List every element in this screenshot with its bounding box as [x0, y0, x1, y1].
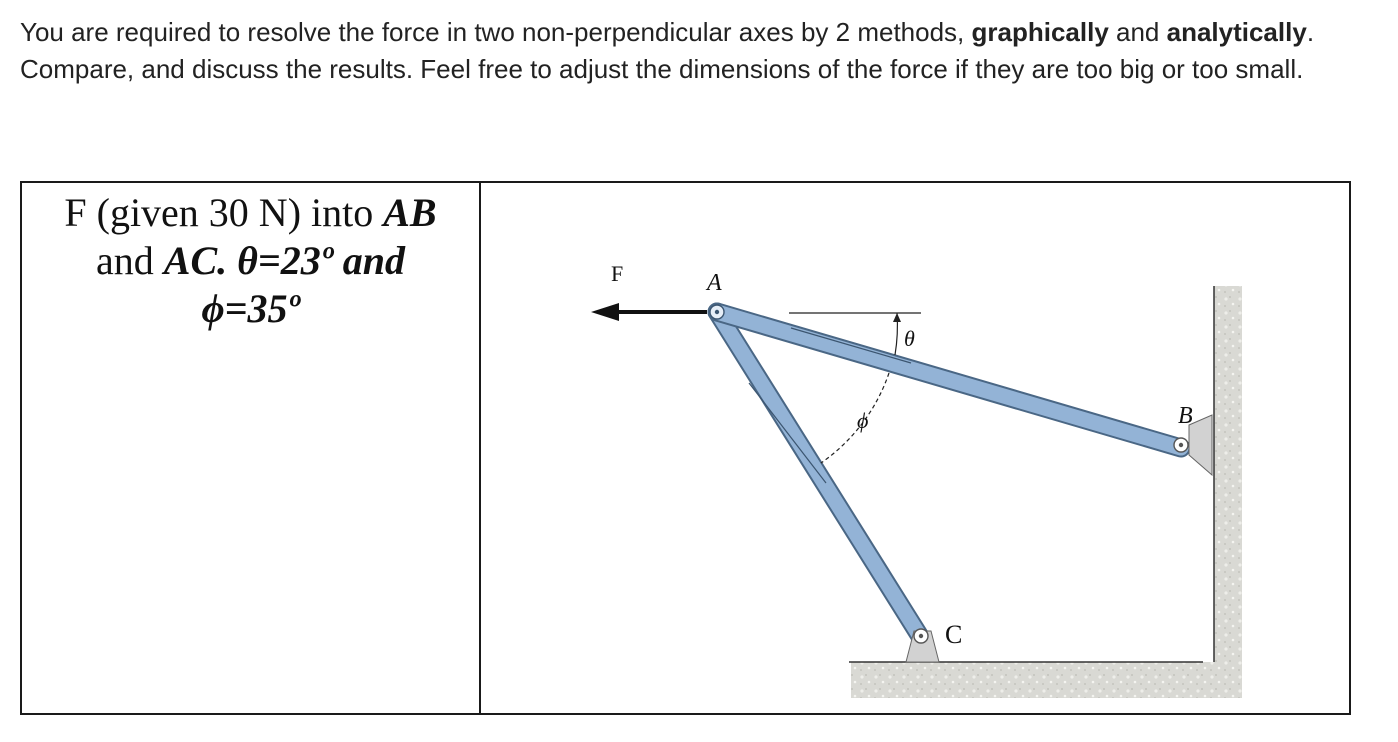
truss-figure — [481, 183, 1349, 713]
instructions-text-3: . Compare, and discuss the results. Feel free to adjust the dimensions of the force if they are too big or too small. — [20, 17, 1315, 84]
label-point-a: A — [707, 270, 722, 296]
instructions-text-2: and — [1108, 17, 1167, 47]
label-theta: θ — [904, 326, 915, 351]
force-arrow-head — [591, 303, 619, 321]
label-point-b: B — [1178, 403, 1193, 429]
ground-gravel — [851, 662, 1221, 698]
label-phi: ϕ — [857, 408, 869, 433]
given-line-2: and AC. θ=23º and — [96, 238, 405, 283]
given-cell — [21, 182, 480, 714]
figure-cell — [480, 182, 1350, 714]
pin-b-center — [1179, 443, 1183, 447]
member-ac-shading — [749, 383, 826, 483]
given-line-3: ϕ=35º — [201, 286, 300, 331]
pin-a-center — [715, 310, 719, 314]
theta-arc-arrow — [893, 313, 901, 322]
label-point-c: C — [945, 620, 963, 649]
wall-gravel — [1214, 286, 1242, 698]
problem-table — [20, 181, 1351, 715]
phi-arc — [821, 373, 889, 463]
instructions-paragraph — [20, 14, 1375, 88]
label-force-f: F — [611, 261, 624, 286]
instructions-bold-graphically: graphically — [971, 17, 1109, 47]
given-statement — [22, 189, 479, 333]
given-line-1: F (given 30 N) into AB — [64, 190, 437, 235]
instructions-text-1: You are required to resolve the force in two non-perpendicular axes by 2 methods, — [20, 17, 972, 47]
pin-c-center — [919, 634, 923, 638]
problem-row — [21, 182, 1350, 714]
instructions-bold-analytically: analytically — [1166, 17, 1307, 47]
